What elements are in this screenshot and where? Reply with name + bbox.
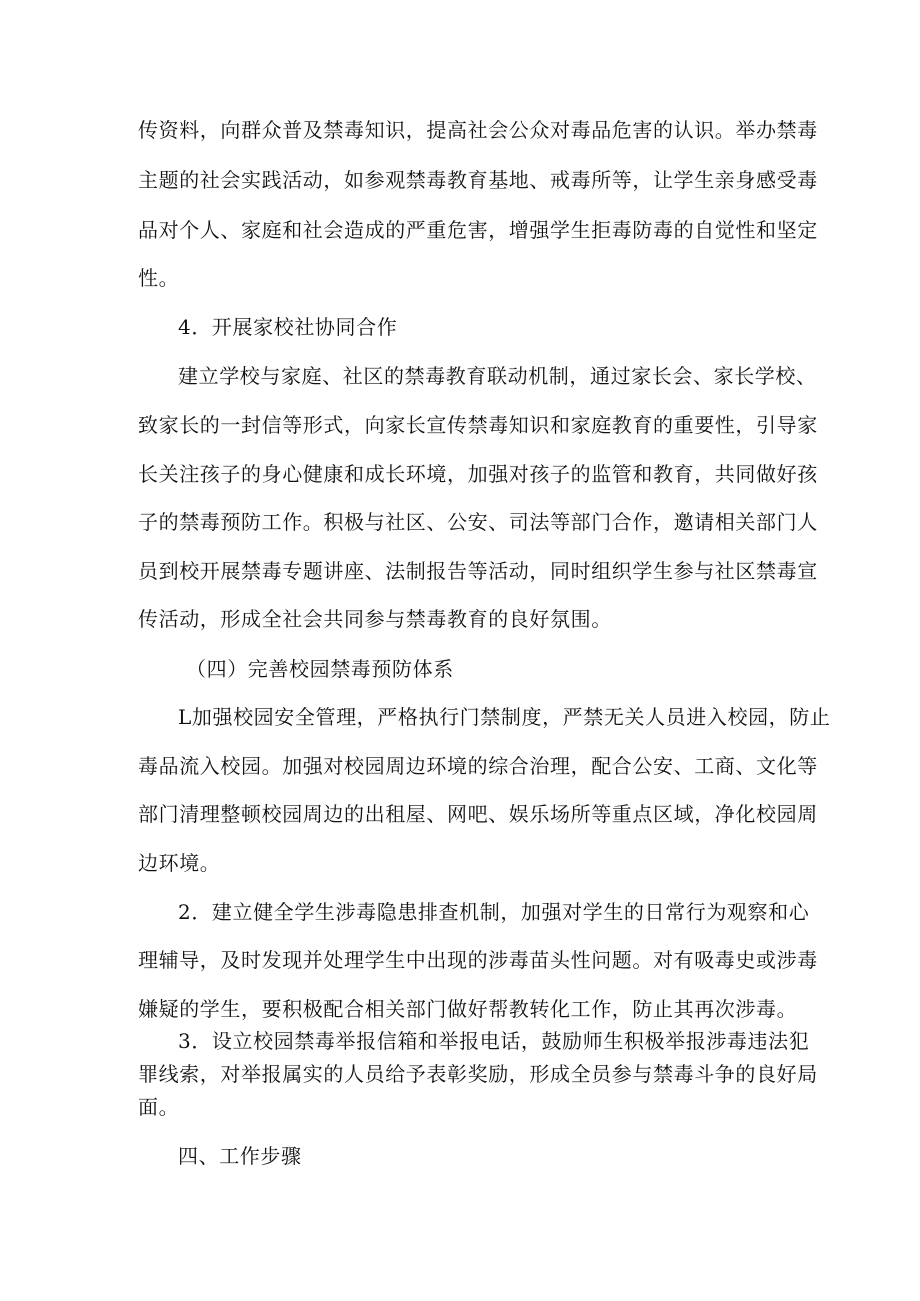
item-3-line-2: 罪线索，对举报属实的人员给予表彰奖励，形成全员参与禁毒斗争的良好局 [138,1062,818,1086]
item-2-line-1: 2．建立健全学生涉毒隐患排查机制，加强对学生的日常行为观察和心 [178,900,810,924]
item-1-line-2: 毒品流入校园。加强对校园周边环境的综合治理，配合公安、工商、文化等 [138,754,818,778]
paragraph-1-line-2: 主题的社会实践活动，如参观禁毒教育基地、戒毒所等，让学生亲身感受毒 [138,168,818,192]
chapter-heading: 四、工作步骤 [178,1144,302,1168]
heading-4: 4．开展家校社协同合作 [178,315,398,339]
paragraph-2-line-3: 长关注孩子的身心健康和成长环境，加强对孩子的监管和教育，共同做好孩 [138,462,818,486]
item-1-line-4: 边环境。 [138,851,221,875]
paragraph-1-line-1: 传资料，向群众普及禁毒知识，提高社会公众对毒品危害的认识。举办禁毒 [138,118,818,142]
item-2-line-3: 嫌疑的学生，要积极配合相关部门做好帮教转化工作，防止其再次涉毒。 [138,997,798,1021]
item-3-line-3: 面。 [138,1095,180,1119]
item-3-line-1: 3．设立校园禁毒举报信箱和举报电话，鼓励师生积极举报涉毒违法犯 [178,1029,810,1053]
paragraph-2-line-2: 致家长的一封信等形式，向家长宣传禁毒知识和家庭教育的重要性，引导家 [138,413,818,437]
paragraph-2-line-1: 建立学校与家庭、社区的禁毒教育联动机制，通过家长会、家长学校、 [178,364,817,388]
paragraph-2-line-4: 子的禁毒预防工作。积极与社区、公安、司法等部门合作，邀请相关部门人 [138,510,818,534]
paragraph-1-line-3: 品对个人、家庭和社会造成的严重危害，增强学生拒毒防毒的自觉性和坚定 [138,218,818,242]
item-2-line-2: 理辅导，及时发现并处理学生中出现的涉毒苗头性问题。对有吸毒史或涉毒 [138,948,818,972]
item-1-line-3: 部门清理整顿校园周边的出租屋、网吧、娱乐场所等重点区域，净化校园周 [138,802,818,826]
paragraph-2-line-5: 员到校开展禁毒专题讲座、法制报告等活动，同时组织学生参与社区禁毒宣 [138,559,818,583]
paragraph-1-line-4: 性。 [138,266,180,290]
item-1-line-1: L加强校园安全管理，严格执行门禁制度，严禁无关人员进入校园，防止 [178,705,831,729]
section-heading: （四）完善校园禁毒预防体系 [186,657,454,681]
paragraph-2-line-6: 传活动，形成全社会共同参与禁毒教育的良好氛围。 [138,607,612,631]
